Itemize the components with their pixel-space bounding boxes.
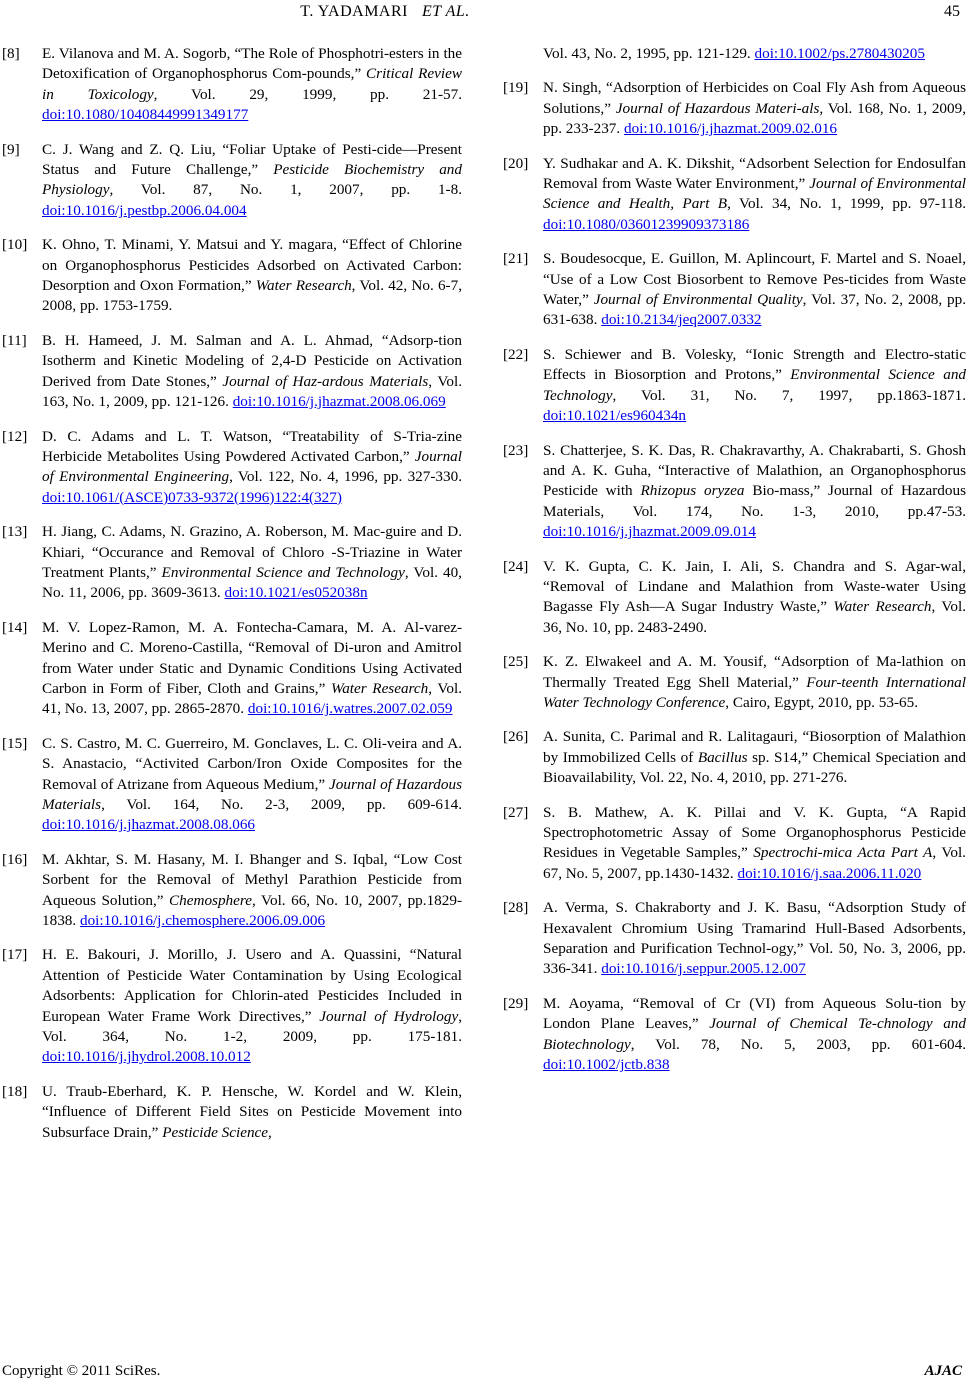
reference-details: , Vol. 364, No. 1-2, 2009, pp. 175-181. <box>42 1007 462 1046</box>
reference-text <box>42 618 462 720</box>
references-right-column <box>503 44 966 1089</box>
reference-number: [22] <box>503 345 529 363</box>
reference-item <box>2 734 462 836</box>
reference-journal: Spectrochi-mica Acta Part A <box>753 844 933 862</box>
reference-details: sp. S14,” Chemical Speciation and Bioavailability, Vol. 22, No. 4, 2010, pp. 271-276. <box>543 748 966 787</box>
doi-link[interactable]: doi:10.1016/j.jhazmat.2008.06.069 <box>232 393 446 411</box>
doi-link[interactable]: doi:10.1016/j.chemosphere.2006.09.006 <box>79 912 326 930</box>
reference-item <box>2 427 462 509</box>
reference-text <box>42 945 462 1067</box>
reference-details: , Vol. 36, No. 10, pp. 2483-2490. <box>543 598 966 636</box>
reference-journal: Journal of Environmental Quality <box>593 291 803 309</box>
reference-text <box>42 850 462 932</box>
reference-number: [19] <box>503 79 529 97</box>
reference-journal: Bacillus <box>697 748 748 766</box>
reference-number: [20] <box>503 154 529 172</box>
reference-number: [29] <box>503 994 529 1012</box>
reference-details: , Vol. 42, No. 6-7, 2008, pp. 1753-1759. <box>42 277 462 315</box>
doi-link[interactable]: doi:10.1016/j.jhydrol.2008.10.012 <box>42 1048 251 1066</box>
reference-journal: Journal of Haz-ardous Materials <box>222 372 429 390</box>
reference-journal: Rhizopus oryzea <box>640 482 745 500</box>
reference-item <box>503 803 966 885</box>
reference-item <box>503 557 966 639</box>
doi-link[interactable]: doi:10.1080/10408449991349177 <box>42 106 249 124</box>
reference-details: , Vol. 31, No. 7, 1997, pp.1863-1871. <box>612 386 966 404</box>
reference-journal: Four-teenth International Water Technology Conference <box>543 673 966 711</box>
reference-text <box>42 1082 462 1143</box>
reference-item <box>2 235 462 317</box>
reference-journal: Water Research <box>330 679 429 697</box>
reference-authors-title: S. Boudesocque, E. Guillon, M. Aplincourt, F. Martel and S. Noael, “Use of a Low Cost Biosorbent to Remove Pes-ticides from Waste Water,” <box>543 250 966 309</box>
reference-details: , Vol. 40, No. 11, 2006, pp. 3609-3613. <box>42 563 462 602</box>
reference-item <box>503 994 966 1076</box>
reference-text <box>543 345 966 427</box>
reference-item <box>2 1082 462 1143</box>
doi-link[interactable]: doi:10.1016/j.jhazmat.2009.02.016 <box>624 120 838 138</box>
reference-authors-title: S. B. Mathew, A. K. Pillai and V. K. Gupta, “A Rapid Spectrophotometric Assay of Some Organophosphorus Pesticide Residues in Vegetable Samples,” <box>543 803 966 862</box>
reference-item <box>503 652 966 713</box>
reference-number: [27] <box>503 803 529 821</box>
doi-link[interactable]: doi:10.1016/j.watres.2007.02.059 <box>247 700 453 718</box>
reference-authors-title: E. Vilanova and M. A. Sogorb, “The Role of Phosphotri-esters in the Detoxification of Organophosphorus Com-pounds,” <box>42 45 462 83</box>
reference-journal: Environmental Science and Technology <box>161 563 405 581</box>
reference-number: [26] <box>503 728 529 746</box>
reference-number: [17] <box>2 946 28 964</box>
reference-journal: Journal of Chemical Te-chnology and Biotechnology <box>543 1015 966 1053</box>
reference-details: , Vol. 78, No. 5, 2003, pp. 601-604. <box>630 1035 966 1053</box>
reference-number: [9] <box>2 140 20 158</box>
reference-details: , Vol. 41, No. 13, 2007, pp. 2865-2870. <box>42 679 462 718</box>
reference-number: [10] <box>2 236 28 254</box>
reference-authors-title: H. Jiang, C. Adams, N. Grazino, A. Roberson, M. Mac-guire and D. Khiari, “Occurance and Removal of Chloro -S-Triazine in Water Treatment Plants,” <box>42 523 462 581</box>
reference-item <box>2 140 462 222</box>
reference-details: , Cairo, Egypt, 2010, pp. 53-65. <box>725 693 918 711</box>
reference-authors-title: S. Schiewer and B. Volesky, “Ionic Strength and Electro-static Effects in Biosorption and Protons,” <box>543 345 966 384</box>
reference-text <box>42 44 462 126</box>
reference-number: [16] <box>2 850 28 868</box>
doi-link[interactable]: doi:10.1016/j.seppur.2005.12.007 <box>601 960 806 978</box>
reference-journal: Chemosphere <box>169 891 252 909</box>
reference-item <box>503 249 966 331</box>
reference-text <box>543 249 966 331</box>
doi-link[interactable]: doi:10.1016/j.saa.2006.11.020 <box>737 864 922 882</box>
reference-item <box>503 898 966 980</box>
reference-authors-title: M. Aoyama, “Removal of Cr (VI) from Aqueous Solu-tion by London Plane Leaves,” <box>543 994 966 1033</box>
reference-journal: Environmental Science and Technology <box>543 366 967 404</box>
reference-authors-title: N. Singh, “Adsorption of Herbicides on Coal Fly Ash from Aqueous Solutions,” <box>543 79 966 117</box>
copyright-footer: Copyright © 2011 SciRes. <box>2 1363 161 1379</box>
doi-link[interactable]: doi:10.1002/jctb.838 <box>543 1056 670 1074</box>
reference-authors-title: M. V. Lopez-Ramon, M. A. Fontecha-Camara, M. A. Al-varez-Merino and C. Moreno-Castilla, “Removal of Di-uron and Amitrol from Water under Static and Dynamic Conditions Using Activated Carbon in Form of Fiber, Cloth and Grains,” <box>42 618 462 697</box>
reference-continuation <box>503 44 966 64</box>
reference-text <box>42 331 462 413</box>
reference-text <box>42 522 462 604</box>
doi-link[interactable]: doi:10.1021/es960434n <box>543 407 687 425</box>
reference-number: [13] <box>2 523 28 541</box>
reference-journal: Journal of Hazardous Materi-als <box>615 99 820 117</box>
reference-text <box>42 235 462 317</box>
reference-details: , Vol. 37, No. 2, 2008, pp. 631-638. <box>543 291 966 329</box>
reference-text <box>543 154 966 236</box>
reference-authors-title: K. Ohno, T. Minami, Y. Matsui and Y. magara, “Effect of Chlorine on Organophosphorus Pesticides Adsorbed on Activated Carbon: Desorption and Oxon Formation,” <box>42 236 462 295</box>
reference-text <box>543 994 966 1076</box>
reference-item <box>2 331 462 413</box>
reference-details: , Vol. 87, No. 1, 2007, pp. 1-8. <box>109 181 462 199</box>
reference-number: [25] <box>503 653 529 671</box>
reference-text <box>543 727 966 788</box>
reference-text <box>42 734 462 836</box>
doi-link[interactable]: doi:10.2134/jeq2007.0332 <box>601 311 762 329</box>
reference-number: [12] <box>2 427 28 445</box>
reference-number: [24] <box>503 557 529 575</box>
running-header <box>0 2 770 22</box>
reference-authors-title: C. S. Castro, M. C. Guerreiro, M. Gonclaves, L. C. Oli-veira and A. S. Anastacio, “Activited Carbon/Iron Oxide Composites for the Removal of Atrizane from Aqueous Medium,” <box>42 734 462 793</box>
reference-authors-title: H. E. Bakouri, J. Morillo, J. Usero and A. Quassini, “Natural Attention of Pesticide Water Contamination by Using Ecological Adsorbents: Application for Chlorin-ated Pesticides Included in European Water Frame Work Directives,” <box>42 946 462 1025</box>
reference-authors-title: A. Verma, S. Chakraborty and J. K. Basu, “Adsorption Study of Hexavalent Chromium Using Tramarind Hull-Based Adsorbents, Separation and Purification Technol-ogy,” Vol. 50, No. 3, 2006, pp. 336-341. <box>543 899 966 978</box>
reference-details: , Vol. 163, No. 1, 2009, pp. 121-126. <box>42 372 462 411</box>
doi-link[interactable]: doi:10.1021/es052038n <box>224 584 368 602</box>
reference-item <box>503 154 966 236</box>
reference-authors-title: V. K. Gupta, C. K. Jain, I. Ali, S. Chandra and S. Agar-wal, “Removal of Lindane and Malathion from Waste-water Using Bagasse Fly Ash—A Sugar Industry Waste,” <box>543 557 966 616</box>
reference-number: [15] <box>2 734 28 752</box>
reference-item <box>2 945 462 1067</box>
reference-number: [23] <box>503 441 529 459</box>
reference-details: Bio-mass,” Journal of Hazardous Materials, Vol. 174, No. 1-3, 2010, pp.47-53. <box>543 482 967 520</box>
reference-authors-title: S. Chatterjee, S. K. Das, R. Chakravarthy, A. Chakrabarti, S. Ghosh and A. K. Guha, “Interactive of Malathion, an Organophosphorus Pesticide with <box>543 441 966 500</box>
reference-item <box>503 441 966 543</box>
reference-authors-title: U. Traub-Eberhard, K. P. Hensche, W. Kordel and W. Klein, “Influence of Different Field Sites on Pesticide Movement into Subsurface Drain,” <box>42 1082 462 1141</box>
reference-authors-title: C. J. Wang and Z. Q. Liu, “Foliar Uptake of Pesti-cide—Present Status and Future Challenge,” <box>42 140 462 179</box>
journal-abbrev: AJAC <box>924 1363 962 1379</box>
header-et-al: ET AL. <box>421 3 470 20</box>
doi-link[interactable]: doi:10.1016/j.pestbp.2006.04.004 <box>42 201 247 219</box>
reference-number: [14] <box>2 618 28 636</box>
reference-authors-title: A. Sunita, C. Parimal and R. Lalitagauri, “Biosorption of Malathion by Immobilized Cells of <box>543 728 966 766</box>
reference-item <box>2 522 462 604</box>
doi-link[interactable]: doi:10.1061/(ASCE)0733-9372(1996)122:4(327) <box>42 488 342 506</box>
reference-number: [8] <box>2 45 20 62</box>
doi-link[interactable]: doi:10.1002/ps.2780430205 <box>754 45 925 62</box>
reference-text <box>543 557 966 639</box>
header-authors: T. YADAMARI <box>300 3 408 20</box>
doi-link[interactable]: doi:10.1080/03601239909373186 <box>543 215 750 233</box>
reference-item <box>503 78 966 139</box>
reference-item <box>2 850 462 932</box>
reference-item <box>2 44 462 126</box>
doi-link[interactable]: doi:10.1016/j.jhazmat.2009.09.014 <box>543 523 757 541</box>
reference-item <box>503 345 966 427</box>
reference-number: [11] <box>2 331 27 349</box>
reference-number: [18] <box>2 1082 28 1100</box>
reference-authors-title: M. Akhtar, S. M. Hasany, M. I. Bhanger and S. Iqbal, “Low Cost Sorbent for the Removal of Methyl Parathion Pesticide from Aqueous Solution,” <box>42 850 462 909</box>
reference-details: , Vol. 67, No. 5, 2007, pp.1430-1432. <box>543 844 966 882</box>
reference-text <box>42 427 462 509</box>
reference-authors-title: B. H. Hameed, J. M. Salman and A. L. Ahmad, “Adsorp-tion Isotherm and Kinetic Modeling of 2,4-D Pesticide on Activation Derived from Date Stones,” <box>42 331 462 390</box>
reference-authors-title: K. Z. Elwakeel and A. M. Yousif, “Adsorption of Ma-lathion on Thermally Treated Egg Shell Material,” <box>543 653 966 691</box>
reference-text <box>543 78 966 139</box>
reference-details: , <box>268 1123 272 1141</box>
reference-text <box>543 898 966 980</box>
reference-journal: Critical Review in Toxicology <box>42 65 462 103</box>
reference-journal: Pesticide Science <box>162 1123 269 1141</box>
page-number: 45 <box>944 3 960 20</box>
reference-journal: Water Research <box>255 277 352 295</box>
reference-number: [21] <box>503 250 529 268</box>
reference-number: [28] <box>503 899 529 917</box>
reference-text <box>543 803 966 885</box>
reference-item <box>2 618 462 720</box>
reference-details: , Vol. 164, No. 2-3, 2009, pp. 609-614. <box>101 796 462 813</box>
reference-text <box>543 652 966 713</box>
reference-journal: Journal of Hazardous Materials <box>42 775 462 813</box>
reference-details: , Vol. 34, No. 1, 1999, pp. 97-118. <box>727 195 967 213</box>
reference-journal: Journal of Environmental Science and Health, Part B <box>543 175 967 213</box>
reference-journal: Journal of Hydrology <box>319 1007 459 1025</box>
reference-item <box>503 727 966 788</box>
doi-link[interactable]: doi:10.1016/j.jhazmat.2008.08.066 <box>42 816 256 834</box>
reference-details: , Vol. 168, No. 1, 2009, pp. 233-237. <box>543 99 967 138</box>
reference-journal: Pesticide Biochemistry and Physiology <box>42 161 462 199</box>
reference-details: , Vol. 29, 1999, pp. 21-57. <box>153 85 462 103</box>
reference-authors-title: D. C. Adams and L. T. Watson, “Treatability of S-Tria-zine Herbicide Metabolites Using Powdered Activated Carbon,” <box>42 427 462 465</box>
reference-journal: Water Research <box>833 598 932 616</box>
reference-authors-title: Y. Sudhakar and A. K. Dikshit, “Adsorbent Selection for Endosulfan Removal from Waste Water Environment,” <box>543 154 966 193</box>
reference-text <box>543 441 966 543</box>
reference-text <box>42 140 462 222</box>
continuation-text: Vol. 43, No. 2, 1995, pp. 121-129. <box>543 45 755 62</box>
reference-journal: Journal of Environmental Engineering <box>42 447 462 486</box>
references-left-column <box>2 44 462 1157</box>
reference-details: , Vol. 66, No. 10, 2007, pp.1829-1838. <box>42 891 463 930</box>
reference-details: , Vol. 122, No. 4, 1996, pp. 327-330. <box>229 468 463 486</box>
